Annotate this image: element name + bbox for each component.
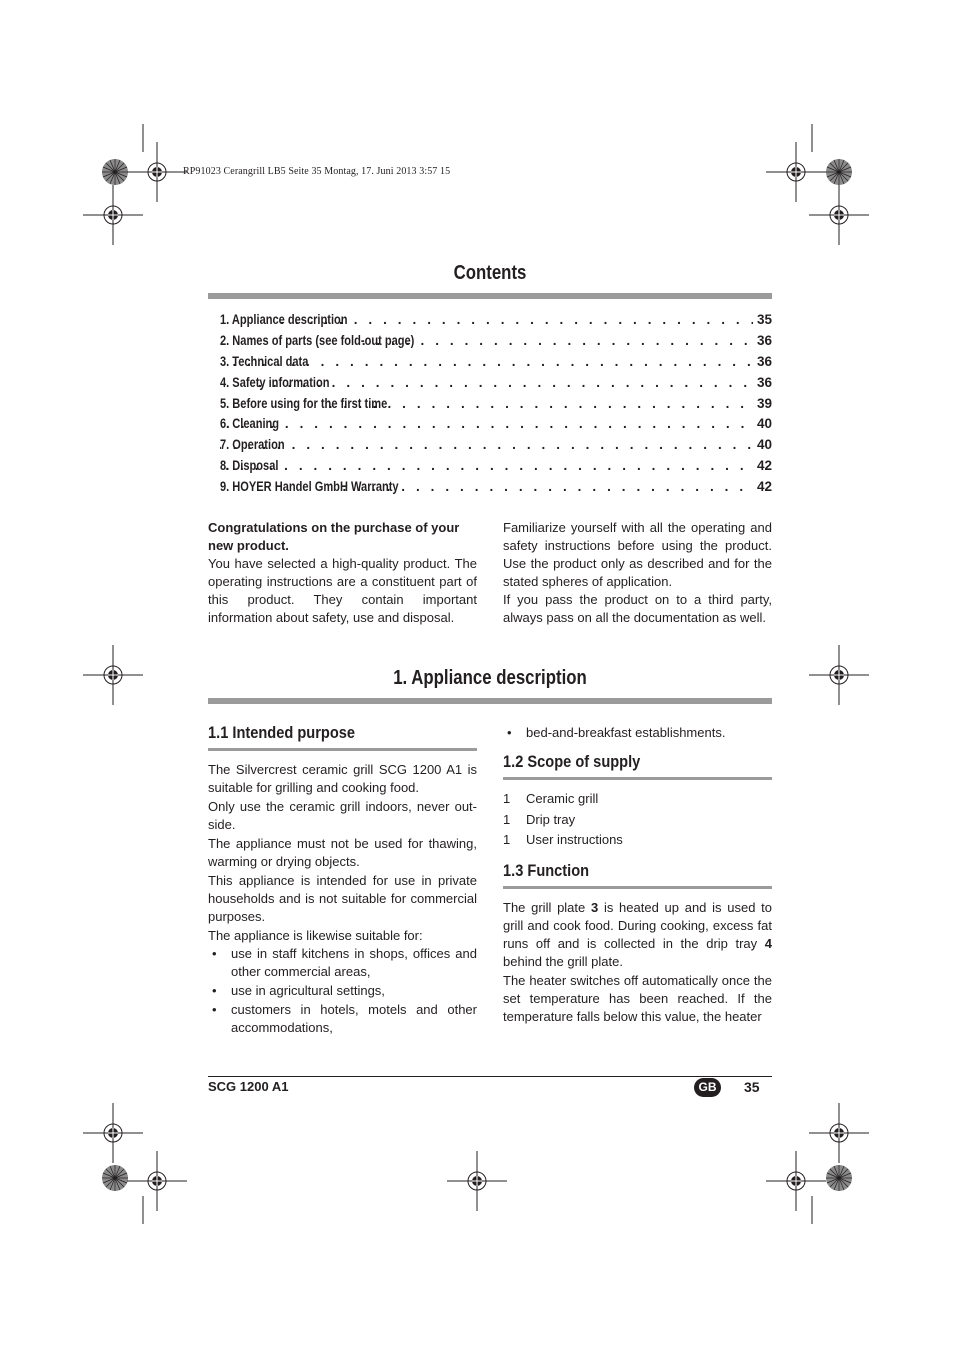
- toc-item[interactable]: 1. Appliance description . . . 35: [220, 312, 772, 333]
- usage-bullet-list-continued: [503, 724, 772, 742]
- toc-item[interactable]: 6. Cleaning . . . 40: [220, 416, 772, 437]
- intended-purpose-p2: Only use the ceramic grill indoors, never out-side.: [208, 799, 477, 832]
- intro-heading: Congratulations on the purchase of your new product.: [208, 520, 460, 553]
- toc-item[interactable]: 4. Safety information . . . 36: [220, 375, 772, 396]
- intended-purpose-p5: The appliance is likewise suitable for:: [208, 928, 423, 943]
- contents-rule: [208, 293, 772, 299]
- toc-item[interactable]: 2. Names of parts (see fold-out page) . . . 36: [220, 333, 772, 354]
- scope-of-supply-heading: 1.2 Scope of supply: [503, 752, 641, 771]
- toc-item[interactable]: 7. Operation . . . 40: [220, 437, 772, 458]
- function-heading: 1.3 Function: [503, 860, 590, 880]
- list-item: 1 Drip tray: [503, 811, 576, 827]
- heading-rule: [503, 886, 772, 889]
- toc-item[interactable]: 9. HOYER Handel GmbH Warranty . . . 42: [220, 479, 772, 500]
- list-item: 1 Ceramic grill: [503, 791, 599, 806]
- footer-model: SCG 1200 A1: [208, 1079, 289, 1094]
- list-item: 1 User instructions: [503, 832, 623, 847]
- list-item: • use in agricultural settings,: [208, 982, 477, 1000]
- function-p1: The grill plate 3 is heated up and is used to grill and cook food. During cooking, excess fat runs off and is collected in the drip tray 4 behind the grill plate.: [503, 899, 772, 969]
- intro-right-text-1: Familiarize yourself with all the operating and safety instructions before using the product. Use the product only as described and for the stated spheres of application.: [503, 520, 772, 589]
- function-p2: The heater switches off automatically once the set temperature has been reached. If the temperature falls below this value, the heater: [503, 972, 772, 1024]
- intended-purpose-column: [208, 724, 477, 1037]
- table-of-contents: [220, 312, 772, 500]
- list-item: • bed-and-breakfast establishments.: [503, 724, 772, 742]
- intended-purpose-p3: The appliance must not be used for thawing, warming or drying objects.: [208, 836, 477, 869]
- part-ref-grill-plate: 3: [590, 899, 599, 915]
- language-badge: GB: [694, 1078, 721, 1097]
- intro-left-column: [208, 519, 477, 627]
- heading-rule: [208, 748, 477, 751]
- print-slug: RP91023 Cerangrill LB5 Seite 35 Montag, 17. Juni 2013 3:57 15: [183, 166, 451, 177]
- scope-of-supply-list: [503, 790, 772, 852]
- part-ref-drip-tray: 4: [764, 935, 772, 951]
- heading-rule: [503, 777, 772, 780]
- intro-right-text-2: If you pass the product on to a third party, always pass on all the documentation as well.: [503, 592, 772, 625]
- contents-title: Contents: [453, 262, 527, 284]
- toc-item[interactable]: 5. Before using for the first time . . . 39: [220, 396, 772, 417]
- list-item: • use in staff kitchens in shops, offices and other commercial areas,: [208, 945, 477, 981]
- toc-item[interactable]: 8. Disposal . . . 42: [220, 458, 772, 479]
- usage-bullet-list: [208, 945, 477, 1037]
- right-column: [503, 724, 772, 1026]
- footer-rule: [208, 1076, 772, 1077]
- intro-right-column: [503, 519, 772, 627]
- toc-item[interactable]: 3. Technical data . . . 36: [220, 354, 772, 375]
- page-number: 35: [744, 1079, 760, 1095]
- intro-left-text: You have selected a high-quality product. The operating instructions are a constituent part of this product. They contain important information about safety, use and disposal.: [208, 556, 477, 625]
- list-item: • customers in hotels, motels and other accommodations,: [208, 1001, 477, 1037]
- intended-purpose-p4: This appliance is intended for use in private households and is not suitable for commercial purposes.: [208, 873, 477, 924]
- intended-purpose-heading: 1.1 Intended purpose: [208, 723, 356, 742]
- section-rule: [208, 698, 772, 704]
- intended-purpose-p1: The Silvercrest ceramic grill SCG 1200 A1 is suitable for grilling and cooking food.: [208, 762, 477, 795]
- section-title: 1. Appliance description: [393, 667, 587, 689]
